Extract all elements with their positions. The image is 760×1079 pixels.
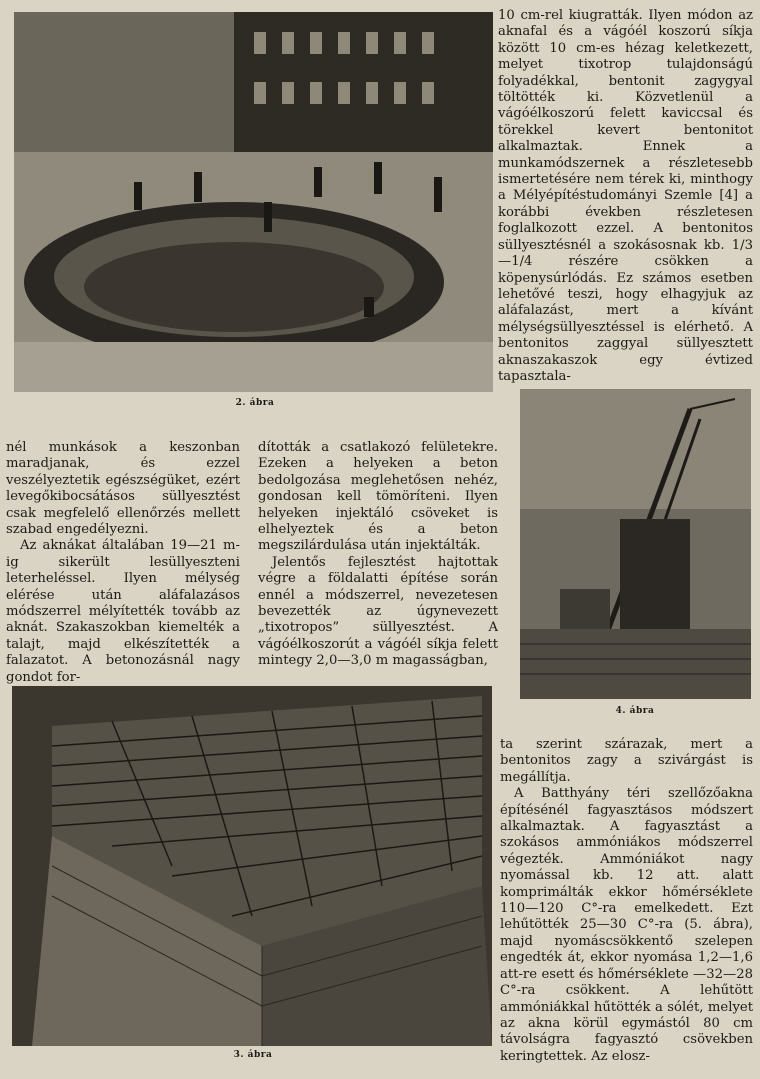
paragraph: Az aknákat általában 19—21 m-ig sikerült lesüllyeszteni leterheléssel. Ilyen mélység elérése után aláfalazásos módszerrel mélyítették tovább az aknát. Szakaszokban kiemelték a talajt, majd elkészítették a falazatot. A betonozásnál nagy gondot for-: [6, 538, 240, 685]
figure-3-caption: 3. ábra: [233, 1050, 273, 1060]
paragraph: 10 cm-rel kiugratták. Ilyen módon az aknafal és a vágóél koszorú síkja között 10 cm-es hézag keletkezett, melyet tixotrop tulajdonságú folyadékkal, bentonit zagygyal töltötték ki. Közvetlenül a vágóélkoszorú felett kaviccsal és törekkel kevert bentonitot alkalmaztak. Ennek a munkamódszernek a részletesebb ismertetésére nem térek ki, minthogy a Mélyépítéstudományi Szemle [4] a korábbi években részletesen foglalkozott ezzel. A bentonitos süllyesztésnél a szokásosnak kb. 1/3—1/4 részére csökken a köpenysúrlódás. Ez számos esetben lehetővé teszi, hogy elhagyjuk az aláfalazást, mert a kívánt mélységsüllyesztéssel is elérhető. A bentonitos zaggyal süllyesztett aknaszakaszok egy évtized tapasztala-: [498, 8, 753, 384]
paragraph: Jelentős fejlesztést hajtottak végre a földalatti építése során ennél a módszerrel, nevezetesen bevezették az úgynevezett „tixotropos” süllyesztést. A vágóélkoszorút a vágóél síkja felett mintegy 2,0—3,0 m magasságban,: [258, 554, 498, 669]
figure-4-photo: [520, 389, 751, 699]
text-column-2: [258, 440, 498, 670]
figure-3-photo: [12, 686, 492, 1046]
text-column-top-right: [498, 8, 753, 385]
paragraph: ta szerint szárazak, mert a bentonitos zagy a szivárgást is megállítja.: [500, 737, 753, 785]
figure-2-caption: 2. ábra: [235, 398, 275, 408]
paragraph: dították a csatlakozó felületekre. Ezeken a helyeken a beton bedolgozása meglehetősen nehéz, gondosan kell tömöríteni. Ilyen helyeken injektáló csöveket is elhelyeztek és a beton megszilárdulása után injektálták.: [258, 440, 498, 554]
paragraph: nél munkások a keszonban maradjanak, és ezzel veszélyeztetik egészségüket, ezért levegőkibocsátásos süllyesztést csak megfelelő ellenőrzés mellett szabad engedélyezni.: [6, 440, 240, 538]
text-column-1: [6, 440, 240, 686]
paragraph: A Batthyány téri szellőzőakna építésénél fagyasztásos módszert alkalmaztak. A fagyasztást a szokásos ammóniákos módszerrel végezték. Ammóniákot nagy nyomással kb. 12 att. alatt komprimálták ekkor hőmérséklete 110—120 C°-ra emelkedett. Ezt lehűtötték 25—30 C°-ra (5. ábra), majd nyomáscsökkentő szelepen engedték át, ekkor nyomása 1,2—1,6 att-re esett és hőmérséklete —32—28 C°-ra csökkent. A lehűtött ammóniákkal hűtötték a sólét, melyet az akna körül egymástól 80 cm távolságra fagyasztó csövekben keringtettek. Az elosz-: [500, 786, 753, 1064]
figure-2-photo: [14, 12, 493, 392]
text-column-bottom-right: [500, 737, 753, 1065]
figure-4-caption: 4. ábra: [615, 706, 655, 716]
